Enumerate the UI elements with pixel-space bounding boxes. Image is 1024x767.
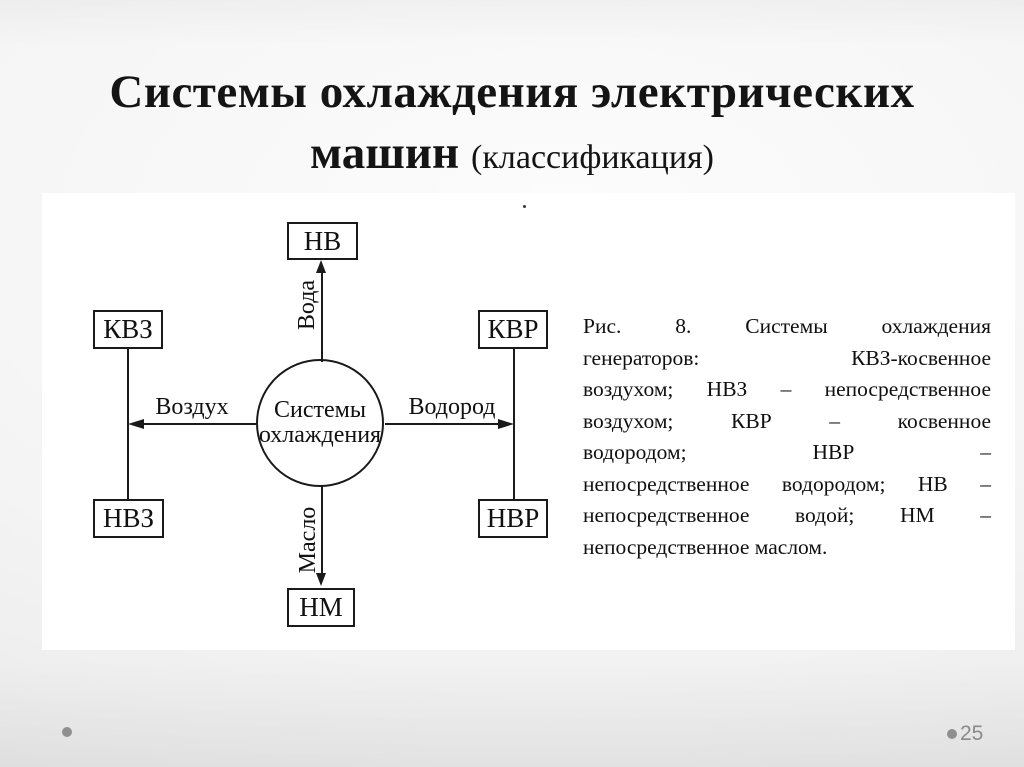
- scan-speck-dot: [523, 205, 526, 208]
- edge-label-air: Воздух: [155, 394, 229, 420]
- figure-panel: [42, 193, 1015, 650]
- bullet-dot-right-icon: [947, 729, 957, 739]
- caption-line: Рис. 8. Системы охлаждения: [583, 314, 991, 338]
- caption-line: водородом; НВР –: [583, 440, 991, 464]
- edge-label-hydrogen: Водород: [408, 394, 496, 420]
- caption-line: генераторов: КВЗ-косвенное: [583, 345, 991, 370]
- figure-caption: [583, 311, 991, 563]
- title-line-1: Системы охлаждения электрических: [109, 66, 915, 118]
- arrow-line-left: [141, 423, 256, 425]
- bullet-dot-left-icon: [62, 727, 72, 737]
- title-line-2-paren: (классификация): [471, 139, 714, 176]
- caption-line: воздухом; КВР – косвенное: [583, 408, 991, 433]
- center-circle-line2: охлаждения: [258, 422, 382, 448]
- slide-title: [0, 62, 1024, 188]
- title-line-2-bold: машин: [310, 127, 460, 179]
- node-box-nv: НВ: [287, 222, 358, 260]
- node-box-nm: НМ: [287, 588, 355, 627]
- caption-line: воздухом; НВЗ – непосредственное: [583, 377, 991, 401]
- caption-line: непосредственное маслом.: [583, 534, 828, 559]
- center-circle-line1: Системы: [274, 397, 366, 423]
- center-circle: [256, 359, 384, 487]
- node-box-kvz: КВЗ: [93, 310, 163, 349]
- caption-line: непосредственное водой; НМ –: [583, 503, 991, 527]
- title-line-2: [0, 123, 1024, 188]
- node-box-nvz: НВЗ: [93, 499, 164, 538]
- caption-line: непосредственное водородом; НВ –: [583, 471, 991, 496]
- edge-label-oil: Масло: [294, 506, 321, 574]
- node-box-nvr: НВР: [478, 499, 548, 538]
- edge-label-water: Вода: [293, 279, 320, 331]
- arrow-line-right: [385, 423, 500, 425]
- arrow-line-up: [321, 269, 323, 362]
- node-box-kvr: КВР: [478, 310, 548, 349]
- page-number: 25: [960, 722, 984, 745]
